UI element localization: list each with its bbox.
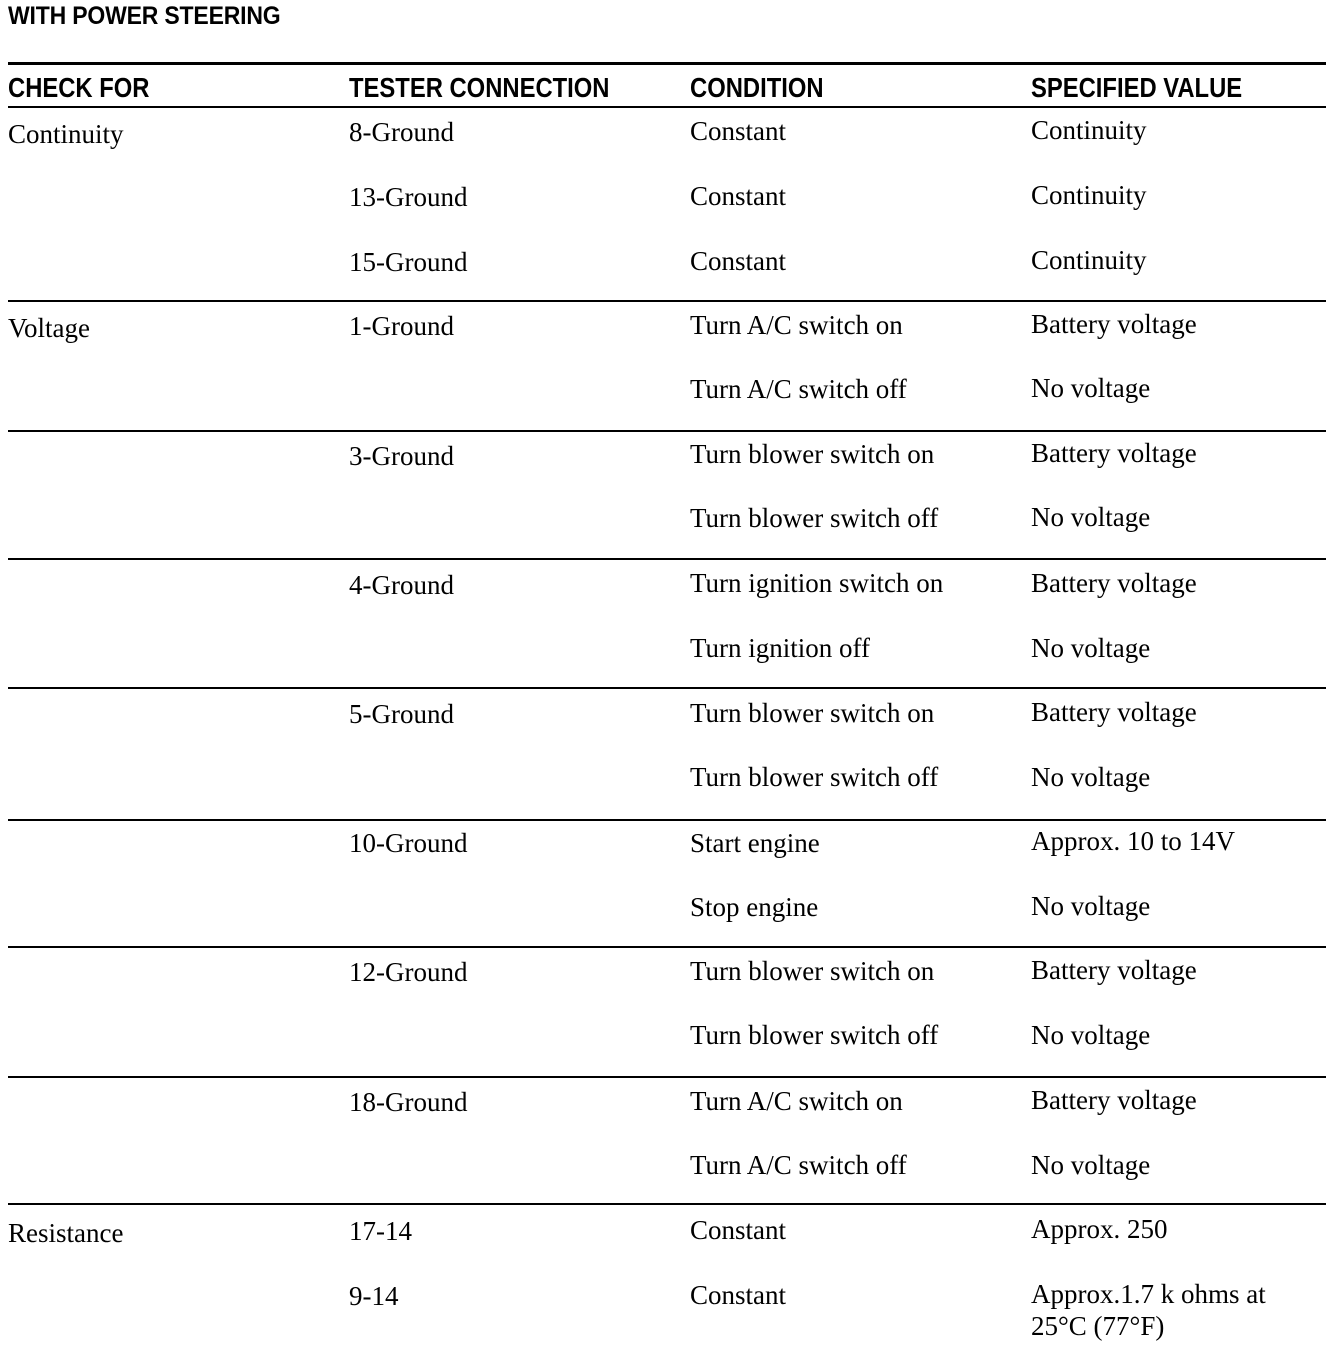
condition-cell: Turn ignition switch on <box>690 568 944 598</box>
tester-connection-cell: 8-Ground <box>349 117 454 147</box>
condition-cell: Constant <box>690 246 787 276</box>
specified-value-cell: No voltage <box>1031 1020 1151 1050</box>
group-divider <box>8 300 1326 302</box>
header-tester-connection: TESTER CONNECTION <box>349 72 610 103</box>
specified-value-cell: No voltage <box>1031 1150 1151 1180</box>
condition-cell: Turn blower switch off <box>690 503 939 533</box>
specified-value-cell: No voltage <box>1031 633 1151 663</box>
condition-cell: Turn A/C switch off <box>690 1150 907 1180</box>
specified-value-cell: Approx. 10 to 14V <box>1031 826 1235 856</box>
specified-value-cell: Battery voltage <box>1031 309 1197 339</box>
table-title: WITH POWER STEERING <box>8 2 281 30</box>
check-for-cell: Resistance <box>8 1218 124 1248</box>
condition-cell: Start engine <box>690 828 820 858</box>
group-divider <box>8 1203 1326 1205</box>
specified-value-cell: Battery voltage <box>1031 568 1197 598</box>
tester-connection-cell: 3-Ground <box>349 441 454 471</box>
tester-connection-cell: 10-Ground <box>349 828 468 858</box>
tester-connection-cell: 1-Ground <box>349 311 454 341</box>
tester-connection-cell: 4-Ground <box>349 570 454 600</box>
condition-cell: Turn A/C switch on <box>690 1086 903 1116</box>
specified-value-cell: Continuity <box>1031 115 1147 145</box>
header-condition: CONDITION <box>690 72 824 103</box>
header-specified-value: SPECIFIED VALUE <box>1031 72 1243 103</box>
condition-cell: Turn blower switch off <box>690 1020 939 1050</box>
tester-connection-cell: 12-Ground <box>349 957 468 987</box>
specified-value-cell: Continuity <box>1031 180 1147 210</box>
specified-value-cell: No voltage <box>1031 502 1151 532</box>
header-bottom-rule <box>8 106 1326 108</box>
condition-cell: Turn blower switch off <box>690 762 939 792</box>
tester-connection-cell: 17-14 <box>349 1216 412 1246</box>
header-check-for: CHECK FOR <box>8 72 150 103</box>
condition-cell: Turn A/C switch on <box>690 310 903 340</box>
condition-cell: Constant <box>690 1215 787 1245</box>
group-divider <box>8 819 1326 821</box>
specified-value-cell: No voltage <box>1031 891 1151 921</box>
group-divider <box>8 687 1326 689</box>
condition-cell: Stop engine <box>690 892 819 922</box>
check-for-cell: Continuity <box>8 119 124 149</box>
header-top-rule <box>8 62 1326 65</box>
specified-value-cell: Battery voltage <box>1031 438 1197 468</box>
condition-cell: Turn A/C switch off <box>690 374 907 404</box>
specified-value-cell: Battery voltage <box>1031 955 1197 985</box>
condition-cell: Turn ignition off <box>690 633 871 663</box>
tester-connection-cell: 18-Ground <box>349 1087 468 1117</box>
group-divider <box>8 558 1326 560</box>
condition-cell: Constant <box>690 181 787 211</box>
specified-value-cell: Battery voltage <box>1031 697 1197 727</box>
condition-cell: Constant <box>690 116 787 146</box>
group-divider <box>8 1076 1326 1078</box>
group-divider <box>8 430 1326 432</box>
specified-value-cell: Battery voltage <box>1031 1085 1197 1115</box>
specified-value-cell: Approx.1.7 k ohms at 25°C (77°F) <box>1031 1279 1266 1341</box>
specified-value-cell: Approx. 250 <box>1031 1214 1168 1244</box>
specified-value-cell: Continuity <box>1031 245 1147 275</box>
tester-connection-cell: 15-Ground <box>349 247 468 277</box>
tester-connection-cell: 9-14 <box>349 1281 399 1311</box>
condition-cell: Constant <box>690 1280 787 1310</box>
condition-cell: Turn blower switch on <box>690 698 935 728</box>
tester-connection-cell: 5-Ground <box>349 699 454 729</box>
specified-value-cell: No voltage <box>1031 373 1151 403</box>
condition-cell: Turn blower switch on <box>690 956 935 986</box>
specified-value-cell: No voltage <box>1031 762 1151 792</box>
condition-cell: Turn blower switch on <box>690 439 935 469</box>
tester-connection-cell: 13-Ground <box>349 182 468 212</box>
check-for-cell: Voltage <box>8 313 90 343</box>
group-divider <box>8 946 1326 948</box>
